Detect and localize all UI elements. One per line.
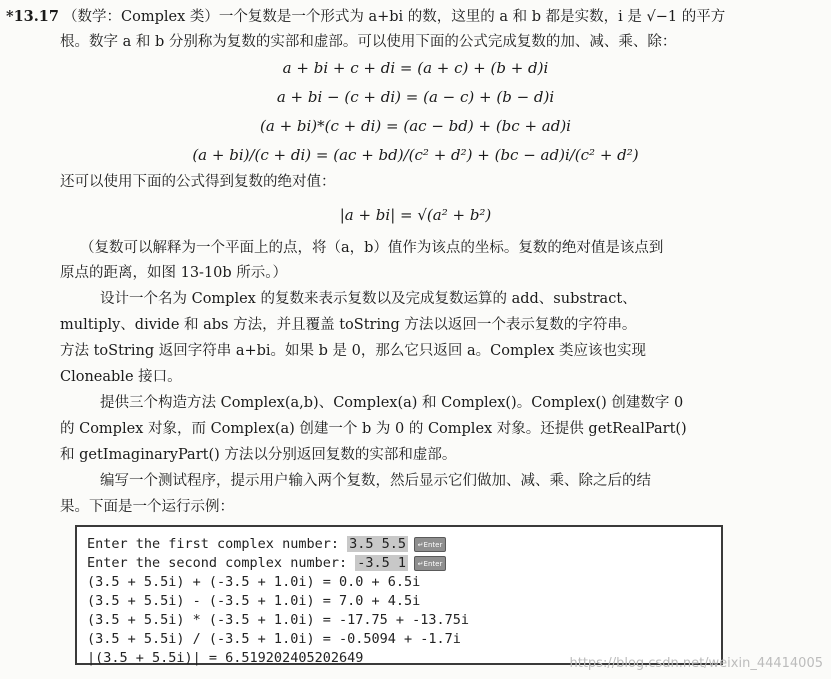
para4-line-2: 果。下面是一个运行示例： (60, 499, 234, 515)
para2-line-2: multiply、divide 和 abs 方法，并且覆盖 toString 方法以返回一个表示复数的字符串。 (60, 317, 637, 333)
intro-line-2: 根。数字 a 和 b 分别称为复数的实部和虚部。可以使用下面的公式完成复数的加、减、乘、除： (60, 34, 677, 50)
output-multiply: (3.5 + 5.5i) * (-3.5 + 1.0i) = -17.75 + -13.75i (87, 612, 470, 628)
para3-line-1: 提供三个构造方法 Complex(a,b)、Complex(a) 和 Complex()。Complex() 创建数字 0 (100, 395, 684, 411)
formula-add: a + bi + c + di = (a + c) + (b + d)i (282, 59, 549, 77)
para3-line-3: 和 getImaginaryPart() 方法以分别返回复数的实部和虚部。 (60, 447, 457, 463)
input-first: 3.5 5.5 (349, 536, 406, 552)
output-abs: |(3.5 + 5.5i)| = 6.519202405202649 (87, 650, 364, 666)
prompt-second: Enter the second complex number: -3.5 1 ↵Enter (87, 554, 446, 573)
formula-abs: |a + bi| = √(a² + b²) (339, 206, 492, 224)
para2-line-1: 设计一个名为 Complex 的复数来表示复数以及完成复数运算的 add、substract、 (100, 291, 637, 307)
para4-line-1: 编写一个测试程序，提示用户输入两个复数，然后显示它们做加、减、乘、除之后的结 (100, 473, 651, 489)
para1-line-1: （复数可以解释为一个平面上的点，将（a，b）值作为该点的坐标。复数的绝对值是该点到 (80, 240, 664, 256)
watermark: https://blog.csdn.net/weixin_44414005 (569, 656, 823, 671)
input-second: -3.5 1 (357, 555, 406, 571)
para2-line-4: Cloneable 接口。 (60, 369, 182, 385)
para3-line-2: 的 Complex 对象，而 Complex(a) 创建一个 b 为 0 的 Complex 对象。还提供 getRealPart() (60, 421, 687, 437)
sample-run-box (75, 525, 723, 665)
formula-multiply: (a + bi)*(c + di) = (ac − bd) + (bc + ad)i (260, 117, 571, 135)
enter-key-icon: ↵Enter (414, 556, 446, 571)
output-divide: (3.5 + 5.5i) / (-3.5 + 1.0i) = -0.5094 + -1.7i (87, 631, 461, 647)
intro-line-1: *13.17 （数学：Complex 类）一个复数是一个形式为 a+bi 的数，这里的 a 和 b 都是实数，i 是 √−1 的平方 (6, 8, 726, 25)
enter-key-icon: ↵Enter (414, 537, 446, 552)
problem-number: *13.17 (6, 8, 59, 25)
formula-subtract: a + bi − (c + di) = (a − c) + (b − d)i (276, 88, 555, 106)
para2-line-3: 方法 toString 返回字符串 a+bi。如果 b 是 0，那么它只返回 a。Complex 类应该也实现 (60, 343, 646, 359)
para1-line-2: 原点的距离，如图 13-10b 所示。） (60, 265, 288, 281)
abs-intro: 还可以使用下面的公式得到复数的绝对值： (60, 174, 336, 190)
output-add: (3.5 + 5.5i) + (-3.5 + 1.0i) = 0.0 + 6.5i (87, 574, 421, 590)
formula-divide: (a + bi)/(c + di) = (ac + bd)/(c² + d²) + (bc − ad)i/(c² + d²) (192, 146, 639, 164)
output-subtract: (3.5 + 5.5i) - (-3.5 + 1.0i) = 7.0 + 4.5i (87, 593, 421, 609)
prompt-first: Enter the first complex number: 3.5 5.5 ↵Enter (87, 535, 446, 554)
